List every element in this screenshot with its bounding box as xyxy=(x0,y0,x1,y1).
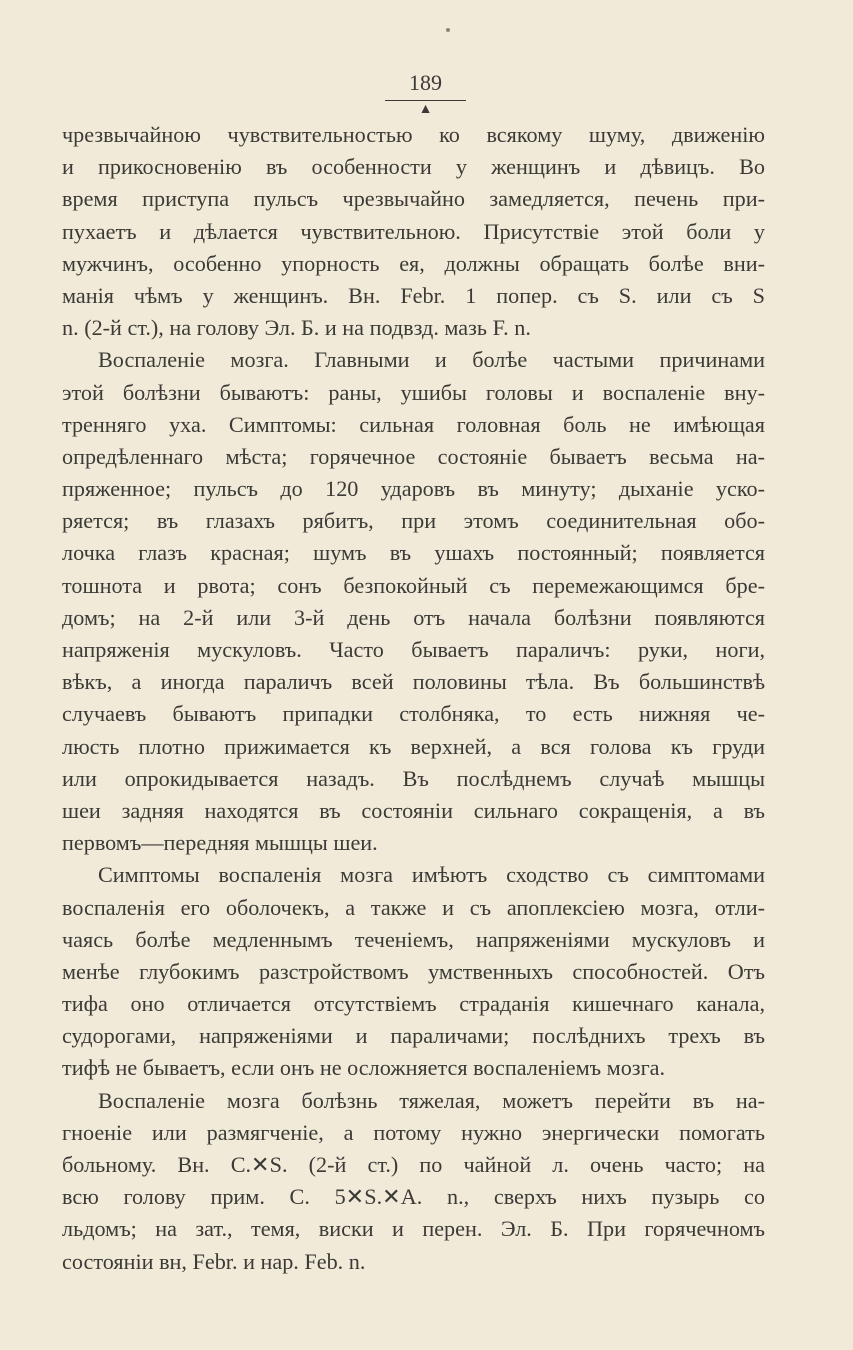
text-line: домъ; на 2-й или 3-й день отъ начала болѣзни появляются xyxy=(62,604,765,630)
text-line: льдомъ; на зат., темя, виски и перен. Эл. Б. При горячечномъ xyxy=(62,1216,765,1242)
text-line: этой болѣзни бываютъ: раны, ушибы головы и воспаленіе вну- xyxy=(62,379,765,405)
text-line: Воспаленіе мозга. Главными и болѣе частыми причинами xyxy=(98,347,765,373)
text-line: пряженное; пульсъ до 120 ударовъ въ минуту; дыханіе уско- xyxy=(62,476,765,502)
print-speck xyxy=(446,28,450,32)
paragraph xyxy=(62,1085,765,1278)
text-line: или опрокидывается назадъ. Въ послѣднемъ случаѣ мышцы xyxy=(62,765,765,791)
text-line: лочка глазъ красная; шумъ въ ушахъ постоянный; появляется xyxy=(62,540,765,566)
text-line: чрезвычайною чувствительностью ко всякому шуму, движенію xyxy=(62,122,765,147)
text-line: шеи задняя находятся въ состояніи сильнаго сокращенія, а въ xyxy=(62,797,765,823)
text-line: тифѣ не бываетъ, если онъ не осложняется воспаленіемъ мозга. xyxy=(62,1055,666,1081)
paragraph xyxy=(62,344,765,859)
text-line: вѣкъ, а иногда параличъ всей половины тѣла. Въ большинствѣ xyxy=(62,669,765,695)
text-line: чаясь болѣе медленнымъ теченіемъ, напряженіями мускуловъ и xyxy=(62,926,765,952)
text-line: время приступа пульсъ чрезвычайно замедляется, печень при- xyxy=(62,186,765,212)
text-line: пухаетъ и дѣлается чувствительною. Присутствіе этой боли у xyxy=(62,218,765,244)
page-header xyxy=(86,70,765,101)
text-line: и прикосновенію въ особенности у женщинъ и дѣвицъ. Во xyxy=(62,154,765,180)
text-line: всю голову прим. C. 5✕S.✕A. n., сверхъ нихъ пузырь со xyxy=(62,1184,765,1210)
text-line: n. (2-й ст.), на голову Эл. Б. и на подвзд. мазь F. n. xyxy=(62,315,531,341)
text-line: напряженія мускуловъ. Часто бываетъ параличъ: руки, ноги, xyxy=(62,637,765,662)
text-line: опредѣленнаго мѣста; горячечное состояніе бываетъ весьма на- xyxy=(62,443,765,469)
text-line: тренняго уха. Симптомы: сильная головная боль не имѣющая xyxy=(62,411,765,437)
text-line: тошнота и рвота; сонъ безпокойный съ перемежающимся бре- xyxy=(62,572,765,598)
page-number: 189 xyxy=(385,70,466,101)
paragraph xyxy=(62,119,765,344)
text-line: манія чѣмъ у женщинъ. Вн. Febr. 1 попер. съ S. или съ S xyxy=(62,282,765,308)
text-line: случаевъ бываютъ припадки столбняка, то есть нижняя че- xyxy=(62,701,765,727)
text-line: судорогами, напряженіями и параличами; послѣднихъ трехъ въ xyxy=(62,1023,765,1049)
text-line: Воспаленіе мозга болѣзнь тяжелая, можетъ перейти въ на- xyxy=(98,1087,765,1113)
paragraph xyxy=(62,859,765,1084)
text-line: первомъ—передняя мышцы шеи. xyxy=(62,830,378,856)
text-line: люсть плотно прижимается къ верхней, а вся голова къ груди xyxy=(62,733,765,759)
text-line: гноеніе или размягченіе, а потому нужно энергически помогать xyxy=(62,1119,765,1145)
text-line: больному. Вн. C.✕S. (2-й ст.) по чайной л. очень часто; на xyxy=(62,1152,765,1177)
text-line: Симптомы воспаленія мозга имѣютъ сходство съ симптомами xyxy=(98,862,765,888)
text-line: тифа оно отличается отсутствіемъ страданія кишечнаго канала, xyxy=(62,991,765,1017)
text-line: ряется; въ глазахъ рябитъ, при этомъ соединительная обо- xyxy=(62,508,765,534)
text-line: мужчинъ, особенно упорность ея, должны обращать болѣе вни- xyxy=(62,250,765,276)
printer-mark: ▲ xyxy=(418,102,433,117)
text-line: состояніи вн, Febr. и нар. Feb. n. xyxy=(62,1248,366,1274)
text-line: воспаленія его оболочекъ, а также и съ апоплексіею мозга, отли- xyxy=(62,894,765,920)
page-text xyxy=(62,119,765,1278)
text-line: менѣе глубокимъ разстройствомъ умственныхъ способностей. Отъ xyxy=(62,958,765,984)
